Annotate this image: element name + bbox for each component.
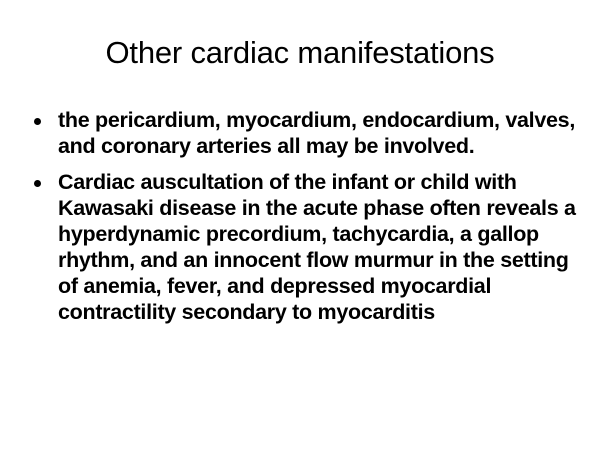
slide-title: Other cardiac manifestations (105, 35, 495, 70)
bullet-item (34, 107, 579, 159)
bullet-dot-icon (34, 118, 41, 125)
bullet-list (34, 107, 579, 325)
bullet-text: Cardiac auscultation of the infant or child with Kawasaki disease in the acute phase often reveals a hyperdynamic precordium, tachycardia, a gallop rhythm, and an innocent flow murmur in the setting of anemia, fever, and depressed myocardial contractility secondary to myocarditis (58, 170, 576, 324)
bullet-item (34, 169, 579, 325)
bullet-dot-icon (34, 180, 41, 187)
bullet-text: the pericardium, myocardium, endocardium, valves, and coronary arteries all may be involved. (58, 108, 576, 158)
